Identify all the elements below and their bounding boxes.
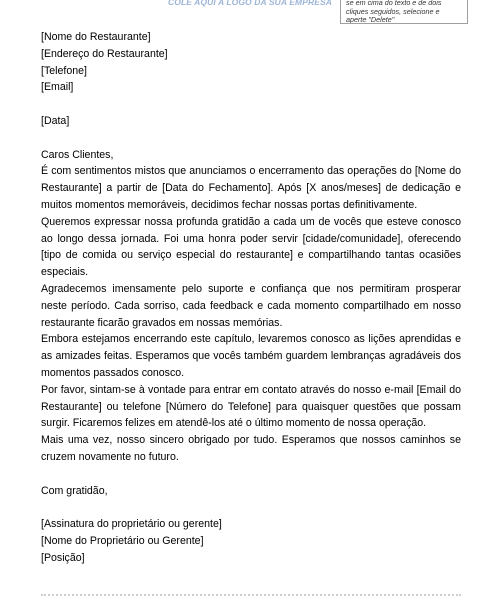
paragraph-contact: Por favor, sintam-se à vontade para entrar em contato através do nosso e-mail [Email do Restaurante] ou telefone [Número do Telefone] para quaisquer questões que possam surgir. Ficaremos felizes em atendê-los até o último momento de nossa operação.	[41, 383, 461, 430]
paragraph-announcement: É com sentimentos mistos que anunciamos o encerramento das operações do [Nome do Restaurante] a partir de [Data do Fechamento]. Após [X anos/meses] de dedicação e muitos momentos memoráveis, decidimos fechar nossas portas definitivamente.	[41, 165, 461, 211]
paragraph-thanks: Agradecemos imensamente pelo suporte e confiança que nos permitiram prosperar neste período. Cada sorriso, cada feedback e cada momento compartilhado em nosso restaurante ficarão gravados em nossas memórias.	[41, 282, 461, 329]
paragraph-final-thanks: Mais uma vez, nosso sincero obrigado por tudo. Esperamos que nossos caminhos se cruzem novamente no futuro.	[41, 434, 461, 463]
spacer	[41, 96, 461, 113]
logo-placeholder: COLE AQUI A LOGO DA SUA EMPRESA	[168, 0, 332, 7]
signature-placeholder: [Assinatura do proprietário ou gerente]	[41, 518, 222, 531]
paragraph-gratitude: Queremos expressar nossa profunda gratidão a cada um de vocês que esteve conosco ao longo dessa jornada. Foi uma honra poder servir [cidade/comunidade], oferecendo [tipo de comida ou serviço especial do restaurante] e compartilhando tantas ocasiões especiais.	[41, 215, 461, 279]
note-line: cliques seguidos, selecione e	[346, 6, 440, 16]
closing: Com gratidão,	[41, 484, 108, 497]
restaurant-email: [Email]	[41, 81, 74, 94]
spacer	[41, 499, 461, 516]
owner-name-placeholder: [Nome do Proprietário ou Gerente]	[41, 534, 204, 547]
instruction-note-box	[340, 0, 468, 24]
greeting: Caros Clientes,	[41, 148, 114, 161]
cut-off-footer	[41, 594, 461, 600]
position-placeholder: [Posição]	[41, 551, 85, 564]
paragraph-farewell: Embora estejamos encerrando este capítulo, levaremos conosco as lições aprendidas e as amizades feitas. Esperamos que vocês também guardem lembranças agradáveis dos momentos passados conosco.	[41, 333, 461, 379]
restaurant-phone: [Telefone]	[41, 64, 87, 77]
spacer	[41, 130, 461, 147]
note-line: se em cima do texto e de dois	[346, 0, 442, 7]
spacer	[41, 466, 461, 483]
restaurant-name: [Nome do Restaurante]	[41, 31, 151, 43]
note-line: aperte "Delete"	[346, 15, 395, 24]
restaurant-address: [Endereço do Restaurante]	[41, 47, 168, 60]
letter-body	[41, 29, 461, 567]
letter-date: [Data]	[41, 114, 70, 127]
